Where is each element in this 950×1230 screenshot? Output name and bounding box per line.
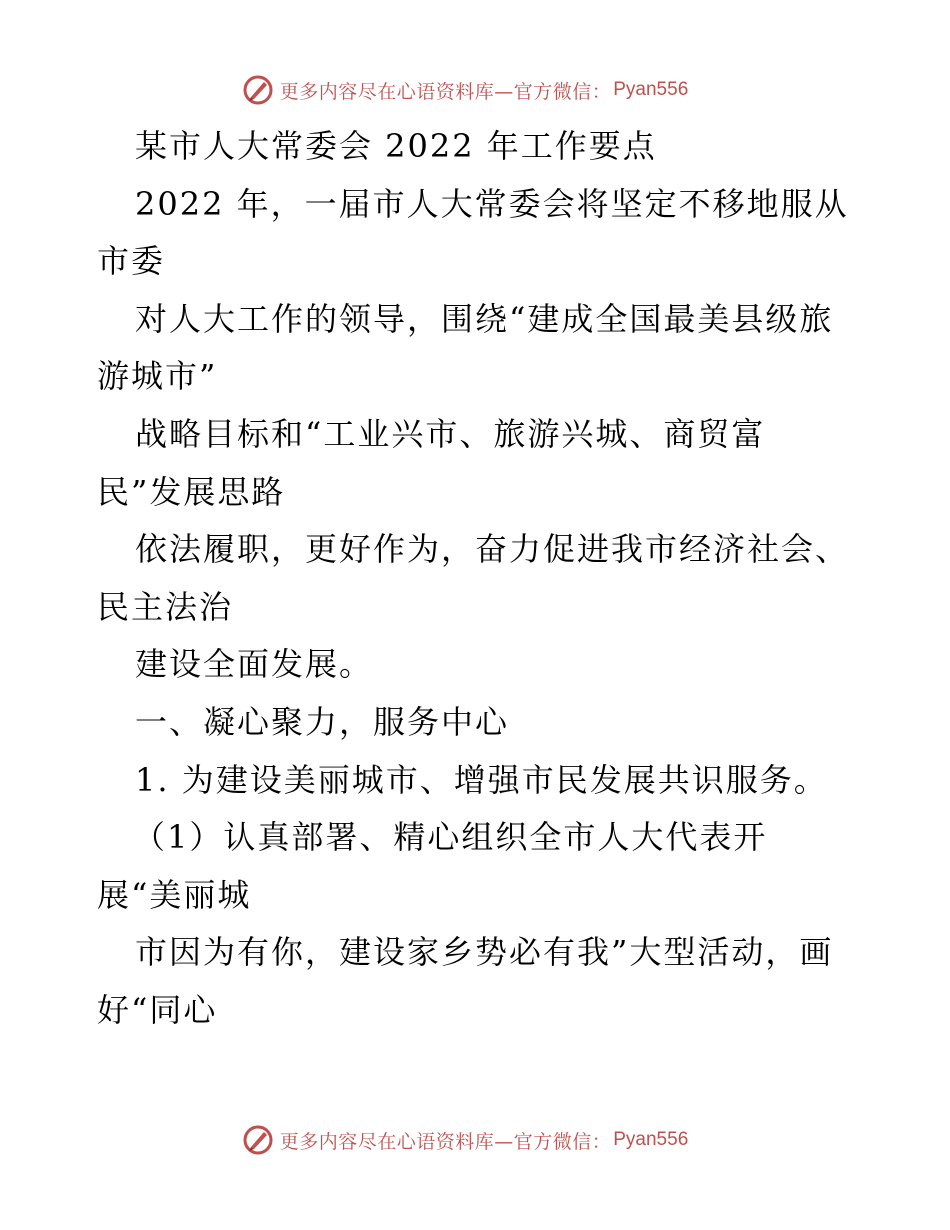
paragraph-line: 展“美丽城	[97, 875, 252, 914]
watermark-text: 更多内容尽在心语资料库—官方微信：	[279, 80, 612, 103]
document-body	[97, 118, 867, 1040]
paragraph-line: 2022 年，一届市人大常委会将坚定不移地服从	[135, 184, 849, 223]
watermark-account: Pyan556	[613, 79, 689, 100]
list-item-line: （1）认真部署、精心组织全市人大代表开	[133, 818, 768, 857]
paragraph-line: 战略目标和“工业兴市、旅游兴城、商贸富	[135, 414, 766, 453]
paragraph-line: 市因为有你，建设家乡势必有我”大型活动，画	[135, 933, 834, 972]
footer-watermark	[0, 1120, 950, 1160]
pen-circle-logo-icon	[242, 1124, 274, 1156]
watermark-account: Pyan556	[613, 1129, 689, 1150]
paragraph-line: 好“同心	[97, 990, 218, 1029]
paragraph-line: 民”发展思路	[97, 472, 286, 511]
watermark-text: 更多内容尽在心语资料库—官方微信：	[279, 1130, 612, 1153]
subsection-heading: 1. 为建设美丽城市、增强市民发展共识服务。	[135, 760, 828, 799]
pen-circle-logo-icon	[242, 74, 274, 106]
paragraph-line: 依法履职，更好作为，奋力促进我市经济社会、	[135, 530, 850, 569]
paragraph-line: 民主法治	[97, 587, 234, 626]
document-title: 某市人大常委会 2022 年工作要点	[135, 127, 657, 165]
paragraph-line: 建设全面发展。	[135, 645, 374, 684]
paragraph-line: 游城市”	[97, 357, 218, 396]
paragraph-line: 对人大工作的领导，围绕“建成全国最美县级旅	[135, 299, 834, 338]
paragraph-line: 市委	[97, 242, 166, 281]
section-heading: 一、凝心聚力，服务中心	[135, 702, 510, 741]
header-watermark	[0, 70, 950, 110]
